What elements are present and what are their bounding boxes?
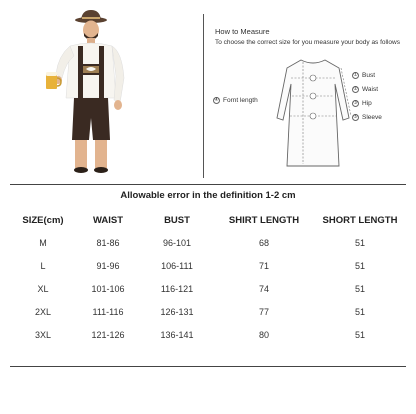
measure-guide-subtitle: To choose the correct size for you measure your body as follows [215, 39, 400, 46]
cell-waist: 91-96 [96, 260, 120, 271]
table-row [10, 231, 406, 254]
header-size: SIZE(cm) [22, 214, 64, 226]
bottom-divider [10, 366, 406, 367]
measure-guide [213, 22, 413, 172]
front-length-label: ④ Fornt length [214, 97, 258, 105]
cell-bust: 136-141 [160, 329, 194, 340]
header-waist: WAIST [92, 214, 124, 226]
cell-shirt-length: 80 [258, 329, 269, 340]
table-row [10, 254, 406, 277]
cell-bust: 116-121 [160, 283, 194, 294]
cell-size: M [39, 237, 47, 248]
top-divider [10, 184, 406, 185]
cell-short-length: 51 [354, 329, 365, 340]
dress-measure-diagram [263, 56, 363, 172]
table-row [10, 323, 406, 346]
cell-shirt-length: 68 [258, 237, 269, 248]
cell-bust: 96-101 [162, 237, 192, 248]
table-row [10, 300, 406, 323]
cell-bust: 126-131 [160, 306, 194, 317]
header-shirt-length: SHIRT LENGTH [228, 214, 300, 226]
cell-waist: 111-116 [92, 306, 124, 317]
table-row [10, 277, 406, 300]
front-length-number: ④ [214, 97, 219, 103]
product-top-section [0, 0, 416, 184]
cell-size: L [40, 260, 46, 271]
size-chart-table [10, 209, 406, 346]
legend-item-bust: ① Bust [353, 72, 376, 80]
allowable-error-note: Allowable error in the definition 1-2 cm [120, 190, 296, 201]
cell-size: 2XL [34, 306, 51, 317]
cell-size: XL [37, 283, 49, 294]
legend-item-waist: ② Waist [353, 86, 379, 94]
cell-short-length: 51 [354, 260, 365, 271]
cell-waist: 121-126 [91, 329, 125, 340]
cell-short-length: 51 [354, 237, 365, 248]
measure-guide-title: How to Measure [215, 27, 270, 36]
cell-size: 3XL [34, 329, 51, 340]
table-header-row [10, 209, 406, 231]
cell-waist: 101-106 [91, 283, 125, 294]
vertical-divider [203, 14, 204, 178]
cell-bust: 106-111 [161, 260, 193, 271]
cell-shirt-length: 71 [258, 260, 269, 271]
model-photo [40, 8, 140, 178]
cell-shirt-length: 77 [258, 306, 269, 317]
header-short-length: SHORT LENGTH [322, 214, 398, 226]
legend-item-hip: ③ Hip [353, 100, 372, 108]
header-bust: BUST [164, 214, 190, 226]
cell-short-length: 51 [354, 283, 365, 294]
cell-waist: 81-86 [96, 237, 120, 248]
legend-item-sleeve: ⑤ Sleeve [353, 114, 382, 122]
cell-shirt-length: 74 [258, 283, 269, 294]
cell-short-length: 51 [354, 306, 365, 317]
